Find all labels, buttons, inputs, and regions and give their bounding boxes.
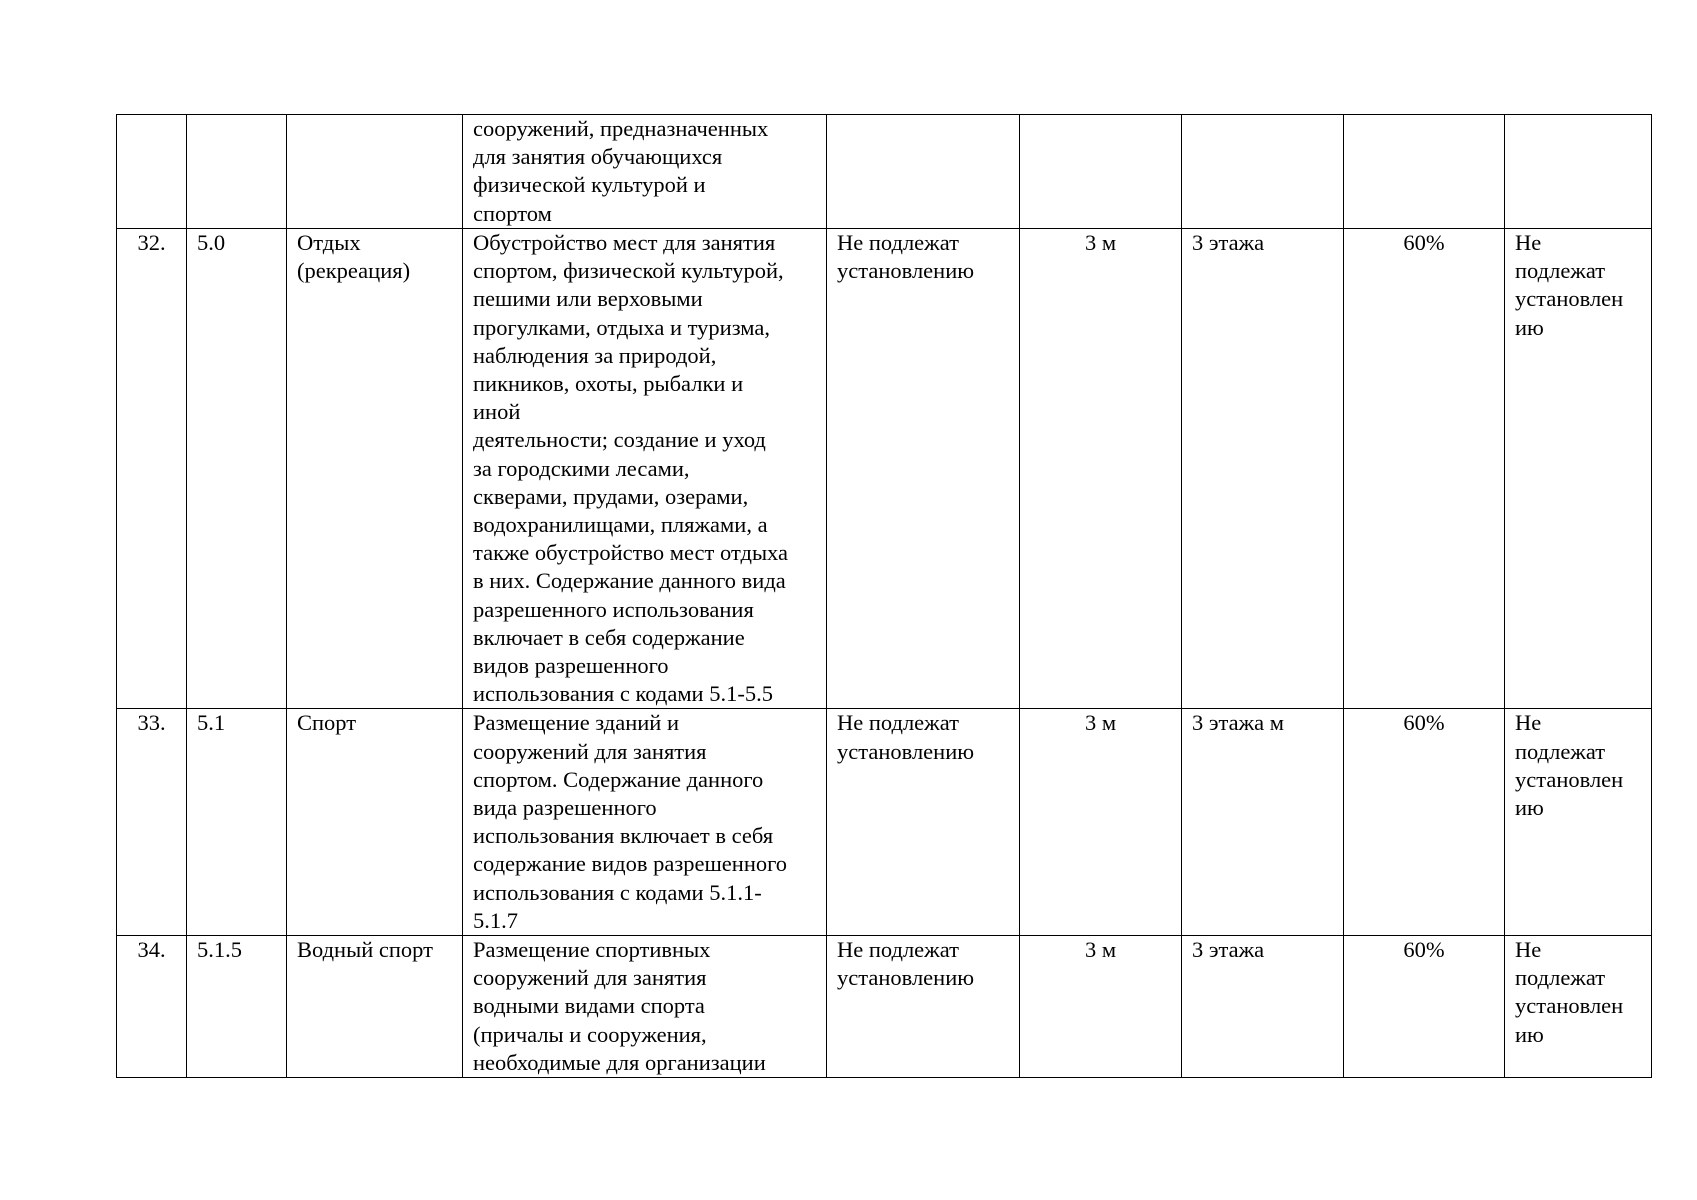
row-number-cell: 34. [117,936,187,1078]
other-params-cell: Не подлежат установлен ию [1505,709,1652,936]
setback-cell [1020,115,1182,229]
min-size-cell [827,115,1020,229]
use-name-cell [287,115,463,229]
coverage-cell: 60% [1344,229,1505,709]
setback-cell: 3 м [1020,936,1182,1078]
table-row [117,709,1652,936]
row-number-cell: 32. [117,229,187,709]
description-cell: Размещение зданий и сооружений для занятия спортом. Содержание данного вида разрешенного использования включает в себя содержание видов разрешенного использования с кодами 5.1.1- 5.1.7 [463,709,827,936]
row-number-cell [117,115,187,229]
setback-cell: 3 м [1020,709,1182,936]
other-params-cell: Не подлежат установлен ию [1505,936,1652,1078]
floors-cell: 3 этажа [1182,936,1344,1078]
floors-cell: 3 этажа [1182,229,1344,709]
row-number-cell: 33. [117,709,187,936]
coverage-cell: 60% [1344,936,1505,1078]
other-params-cell: Не подлежат установлен ию [1505,229,1652,709]
min-size-cell: Не подлежат установлению [827,709,1020,936]
coverage-cell [1344,115,1505,229]
floors-cell [1182,115,1344,229]
code-cell: 5.1 [187,709,287,936]
code-cell: 5.1.5 [187,936,287,1078]
setback-cell: 3 м [1020,229,1182,709]
description-cell: Размещение спортивных сооружений для занятия водными видами спорта (причалы и сооружения, необходимые для организации [463,936,827,1078]
coverage-cell: 60% [1344,709,1505,936]
min-size-cell: Не подлежат установлению [827,936,1020,1078]
floors-cell: 3 этажа м [1182,709,1344,936]
code-cell: 5.0 [187,229,287,709]
description-cell: Обустройство мест для занятия спортом, физической культурой, пешими или верховыми прогулками, отдыха и туризма, наблюдения за природой, пикников, охоты, рыбалки и иной деятельности; создание и уход за городскими лесами, скверами, прудами, озерами, водохранилищами, пляжами, а также обустройство мест отдыха в них. Содержание данного вида разрешенного использования включает в себя содержание видов разрешенного использования с кодами 5.1-5.5 [463,229,827,709]
use-name-cell: Водный спорт [287,936,463,1078]
other-params-cell [1505,115,1652,229]
min-size-cell: Не подлежат установлению [827,229,1020,709]
use-name-cell: Спорт [287,709,463,936]
table-row [117,936,1652,1078]
table-row [117,115,1652,229]
land-use-table [116,114,1652,1078]
code-cell [187,115,287,229]
use-name-cell: Отдых (рекреация) [287,229,463,709]
description-cell: сооружений, предназначенных для занятия обучающихся физической культурой и спортом [463,115,827,229]
table-row [117,229,1652,709]
